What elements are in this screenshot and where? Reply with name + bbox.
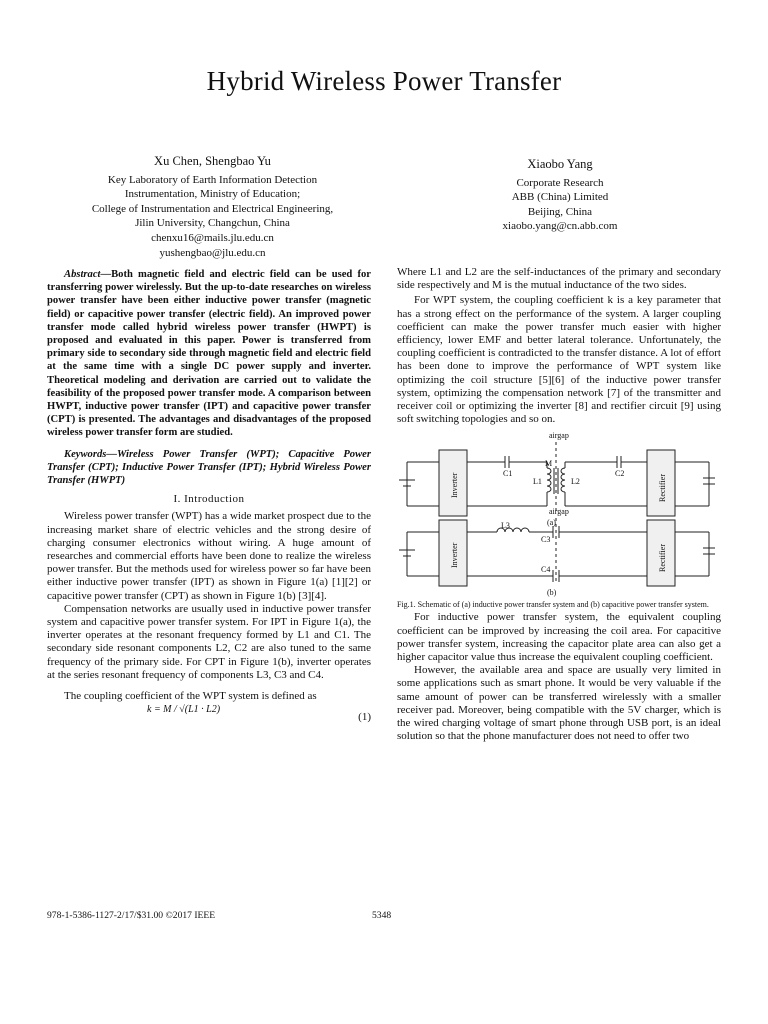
email-left-1: chenxu16@mails.jlu.edu.cn [151, 231, 274, 244]
author-names-left: Xu Chen, Shengbao Yu [154, 154, 271, 168]
c4-label: C4 [541, 565, 551, 575]
affiliation-line: Corporate Research [516, 176, 604, 189]
affiliation-line: Instrumentation, Ministry of Education; [124, 188, 301, 201]
sub-label-b: (b) [547, 588, 557, 598]
paper-title: Hybrid Wireless Power Transfer [206, 66, 562, 96]
equation-1 [47, 703, 371, 725]
affiliation-line: ABB (China) Limited [511, 191, 609, 204]
email-right: xiaobo.yang@cn.abb.com [502, 220, 618, 233]
abstract [47, 268, 371, 440]
abstract-text: —Both magnetic field and electric field can be used for transferring power wirelessly. But the up-to-date researches on wireless power transfer have been either inductive power transfer (magnetic field) or capacitive power transfer (electric field). An improved power transfer mode called hybrid wireless power transfer (HWPT) is proposed and evaluated in this paper. Power is transferred from primary side to secondary side through magnetic field and electric field at the same time with a single DC power supply and inverter. Theoretical modeling and derivation are carried out to validate the feasibility of the proposed power transfer mode. A comparison between HWPT, inductive power transfer (IPT) and capacitive power transfer (CPT) is presented. The advantages and disadvantages of the proposed wireless power transfer form are studied. [47, 269, 371, 439]
author-block-left [40, 154, 385, 260]
section-heading: I. Introduction [173, 493, 245, 506]
page-number: 5348 [372, 910, 392, 921]
paragraph: For inductive power transfer system, the equivalent coupling coefficient can be improved by increasing the coil area. For capacitive power transfer system, increasing the capacitor plate area can also get a higher capacitor value thus increase the equivalent coupling coefficient. [397, 611, 721, 664]
airgap-label-a: airgap [549, 432, 569, 441]
l3-label: L3 [501, 521, 510, 531]
rectifier-label-a: Rectifier [658, 474, 667, 503]
c2-label: C2 [615, 469, 625, 479]
c1-label: C1 [503, 469, 513, 479]
email-left-2: yushengbao@jlu.edu.cn [159, 246, 266, 259]
paragraph: For WPT system, the coupling coefficient k is a key parameter that has a strong effect on the performance of the system. A larger coupling coefficient can make the power transfer much easier with higher efficiency, lower EMF and better lateral tolerance. Unfortunately, the coupling coefficient is contradicted to the transfer distance. A lot of effort has been done to improve the performance of WPT system like optimizing the coil structure [5][6] of the inductive power transfer system, optimizing the compensation network [7] of the transmitter and receiver coil or optimizing the inverter [8] and rectifier circuit [9] using soft switching topologies and so on. [397, 294, 721, 426]
equation-number: (1) [358, 711, 371, 724]
abstract-label: Abstract [64, 269, 101, 280]
keywords [47, 448, 371, 488]
sub-label-a: (a) [547, 518, 556, 528]
airgap-label-b: airgap [549, 507, 569, 517]
left-column [47, 268, 371, 725]
paragraph: Compensation networks are usually used in inductive power transfer system and capacitive power transfer system. For IPT in Figure 1(a), the inverter operates at the resonant frequency formed by L1 and C1. The secondary side resonant components L2, C2 are also tuned to the same frequency of the primary side. For CPT in Figure 1(b), inverter operates at the series resonant frequency of components L3, C3 and C4. [47, 602, 371, 681]
affiliation-line: Jilin University, Changchun, China [135, 217, 290, 230]
equation-formula: k = M / √(L1 · L2) [147, 704, 221, 716]
keywords-text: —Wireless Power Transfer (WPT); Capacitive Power Transfer (CPT); Inductive Power Transfer (IPT); Hybrid Wireless Power Transfer (HWPT) [47, 448, 371, 487]
l1-label: L1 [533, 477, 542, 487]
inverter-label-a: Inverter [450, 473, 459, 499]
author-names-right: Xiaobo Yang [527, 157, 593, 171]
paragraph: The coupling coefficient of the WPT system is defined as [64, 690, 317, 703]
paragraph: Where L1 and L2 are the self-inductances of the primary and secondary side respectively and M is the mutual inductance of the two sides. [397, 266, 721, 292]
paragraph: Wireless power transfer (WPT) has a wide market prospect due to the increasing market share of electric vehicles and the strong desire of charging consumer electronics without wiring. A huge amount of researches and commercial efforts have been done to realize the wireless power transfer. But the methods used for wireless power so far have been either inductive power transfer (IPT) as shown in Figure 1(a) [1][2] or capacitive power transfer (CPT) as shown in Figure 1(b) [3][4]. [47, 510, 371, 602]
inverter-label-b: Inverter [450, 543, 459, 569]
m-label: M [545, 459, 553, 469]
affiliation-line: College of Instrumentation and Electrical Engineering, [91, 202, 334, 215]
c3-label: C3 [541, 535, 551, 545]
rectifier-label-b: Rectifier [658, 544, 667, 573]
figure-1-schematic [397, 432, 721, 598]
affiliation-line: Beijing, China [527, 205, 593, 218]
keywords-label: Keywords [64, 448, 107, 460]
affiliation-line: Key Laboratory of Earth Information Detection [107, 173, 318, 186]
paragraph: However, the available area and space are usually very limited in some applications such as smart phone. It would be very valuable if the same amount of power can be transferred wirelessly with a smaller receiver pad. Moreover, being compatible with the 5V charger, which is the wired charging voltage of smart phone through USB port, is an ideal solution so that the phone manufacturer does not need to offer two [397, 664, 721, 743]
figure-caption: Fig.1. Schematic of (a) inductive power transfer system and (b) capacitive power transfer system. [397, 600, 709, 610]
author-block-right [405, 157, 715, 234]
l2-label: L2 [571, 477, 580, 487]
footer-copyright: 978-1-5386-1127-2/17/$31.00 ©2017 IEEE [47, 910, 216, 921]
right-column [397, 266, 721, 743]
